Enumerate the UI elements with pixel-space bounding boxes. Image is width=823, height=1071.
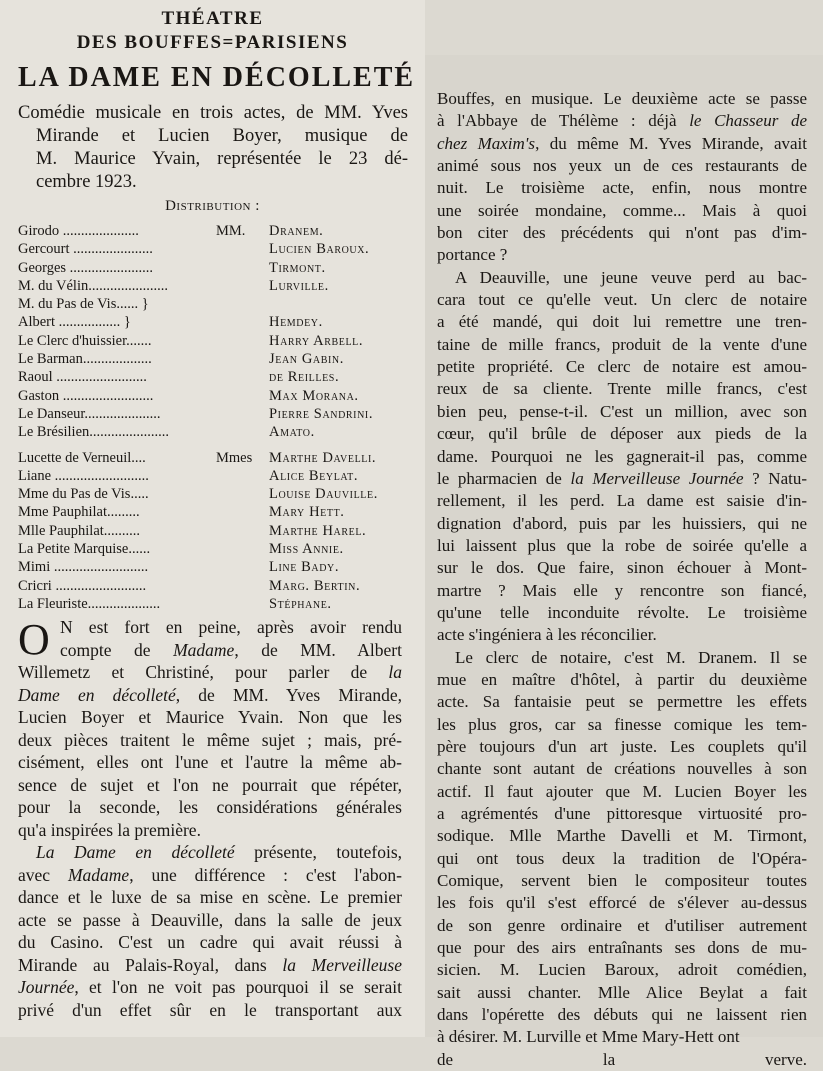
cast-row — [18, 423, 418, 441]
cast-prefix: MM. — [216, 223, 246, 239]
actor-name: Lurville. — [269, 277, 329, 294]
article-line: dignation d'abord, puis par les huissiers, qui ne — [437, 513, 807, 533]
article-line: deux pièces traitent le même sujet ; mais, pré- — [18, 729, 402, 750]
play-title: LA DAME EN DÉCOLLETÉ — [18, 62, 416, 93]
actor-name: Miss Annie. — [269, 541, 344, 558]
actor-name: de Reilles. — [269, 369, 340, 386]
article-line: sodique. Mlle Marthe Davelli et M. Tirmont, — [437, 826, 807, 846]
role-name: Georges ....................... — [18, 259, 154, 276]
article-line: cisément, elles ont l'une et l'autre la même ab- — [18, 752, 402, 772]
actor-name: Max Morana. — [269, 387, 359, 404]
article-line: Mirande au Palais-Royal, dans la Merveilleuse — [18, 954, 403, 975]
article-line: le pharmacien de la Merveilleuse Journée ? Natu- — [437, 468, 807, 488]
article-line: acte s'ingéniera à les réconcilier. — [437, 625, 657, 645]
description-line: Mirande et Lucien Boyer, musique de — [36, 126, 408, 146]
cast-prefix: Mmes — [216, 449, 253, 466]
article-line: N est fort en peine, après avoir rendu — [60, 617, 402, 637]
article-line: à l'Abbaye de Thélème : déjà le Chasseur de — [437, 111, 807, 131]
article-left-column — [18, 616, 402, 1021]
play-description — [18, 102, 408, 194]
article-line: petite propriété. Ce clerc de notaire est amou- — [437, 357, 807, 377]
article-line: pour la seconde, les considérations générales — [18, 797, 402, 817]
actor-name: Marg. Bertin. — [269, 577, 361, 594]
cast-row — [18, 277, 418, 295]
article-line: bon citer des précédents qui n'ont pas d'im- — [437, 223, 807, 243]
role-name: Albert ................. } — [18, 314, 131, 331]
cast-row — [18, 485, 418, 503]
role-name: Mme Pauphilat......... — [18, 504, 140, 521]
article-line: les plus gros, car sa finesse comique les tem- — [437, 714, 807, 734]
article-line: privé d'un effet sûr en le transportant aux — [18, 999, 402, 1020]
actor-name: Stéphane. — [269, 595, 332, 612]
article-line: Le clerc de notaire, c'est M. Dranem. Il se — [455, 647, 807, 667]
article-line: du Casino. C'est un cadre qui avait réussi à — [18, 932, 402, 952]
article-line: une soirée mondaine, comme... Mais à quoi — [437, 200, 807, 220]
description-line: cembre 1923. — [36, 172, 137, 192]
article-line: qu'a inspirées la première. — [18, 819, 201, 840]
article-line: cœur, qu'il brûle de déposer aux pieds de la — [437, 424, 807, 444]
cast-row — [18, 259, 418, 277]
cast-row — [18, 577, 418, 595]
actor-name: Marthe Davelli. — [269, 449, 377, 466]
actor-name: Dranem. — [269, 223, 324, 239]
actor-name: Pierre Sandrini. — [269, 405, 374, 422]
article-line: père toujours d'un art juste. Les couplets qu'il — [437, 736, 807, 756]
article-line: chez Maxim's, du même M. Yves Mirande, avait — [437, 133, 808, 153]
drop-cap: O — [18, 615, 50, 664]
cast-row — [18, 368, 418, 386]
article-line: avec Madame, une différence : c'est l'abon- — [18, 864, 402, 885]
article-line: que pour des airs entraînants ses dons de mu- — [437, 938, 807, 958]
article-line: a été mandé, qui doit lui remettre une tren- — [437, 312, 807, 332]
cast-row — [18, 540, 418, 558]
actor-name: Lucien Baroux. — [269, 241, 370, 258]
article-line: A Deauville, une jeune veuve perd au bac- — [455, 267, 807, 287]
article-line: lui laissent plus que la robe de soirée qu'elle a — [437, 535, 807, 555]
role-name: La Fleuriste.................... — [18, 595, 161, 612]
article-line: Bouffes, en musique. Le deuxième acte se passe — [437, 89, 807, 108]
role-name: Raoul ......................... — [18, 369, 147, 386]
cast-row — [18, 222, 418, 240]
role-name: Mlle Pauphilat.......... — [18, 522, 141, 539]
cast-gap — [18, 442, 418, 449]
cast-row — [18, 405, 418, 423]
article-line: les fois qu'il s'est efforcé de s'élever au-dessus — [437, 893, 807, 913]
role-name: Gaston ......................... — [18, 387, 154, 404]
article-line: dans l'opérette des débuts qui ne laissent rien — [437, 1005, 807, 1025]
article-line: animé sous nos yeux un de ces restaurants de — [437, 156, 807, 176]
cast-row — [18, 240, 418, 258]
role-name: Gercourt ...................... — [18, 241, 153, 258]
cast-row — [18, 387, 418, 405]
article-line: sait aussi chanter. Mlle Alice Beylat a fait — [437, 982, 807, 1002]
role-name: Cricri ......................... — [18, 577, 147, 594]
article-line: qui ont tous deux la tradition de l'Opéra- — [437, 848, 807, 868]
role-name: Mme du Pas de Vis..... — [18, 486, 149, 503]
article-line: mue en maître d'hôtel, à partir du deuxième — [437, 669, 807, 689]
actor-name: Louise Dauville. — [269, 486, 378, 503]
article-line: cara tout ce qu'elle veut. Un clerc de notaire — [437, 290, 807, 310]
role-name: M. du Pas de Vis...... } — [18, 296, 149, 313]
cast-row — [18, 467, 418, 485]
distribution-heading: Distribution : — [165, 198, 260, 214]
actor-name: Tirmont. — [269, 259, 326, 276]
article-line: Comique, servent bien le compositeur toutes — [437, 871, 807, 891]
article-line: dance et le luxe de sa mise en scène. Le premier — [18, 887, 402, 907]
cast-list — [18, 222, 418, 613]
cast-row — [18, 558, 418, 576]
article-line: de la verve. — [437, 1049, 807, 1069]
article-line: de son genre ordinaire et d'utiliser autrement — [437, 915, 807, 935]
article-line: sur le dos. Que faire, sinon échouer à Mont- — [437, 558, 807, 578]
role-name: Mimi .......................... — [18, 559, 149, 576]
article-line: acte. Sa fantaisie peut se permettre les effets — [437, 692, 807, 712]
cast-row — [18, 332, 418, 350]
article-line: reux de sa cliente. Trente mille francs, c'est — [437, 379, 807, 399]
cast-row — [18, 295, 418, 313]
theatre-heading: THÉATRE — [161, 8, 264, 29]
theatre-name: DES BOUFFES=PARISIENS — [76, 32, 349, 53]
article-line: bien peu, pense-t-il. C'est un million, avec son — [437, 401, 807, 421]
article-line: chante sont autant de créations nouvelles à son — [437, 759, 807, 779]
article-line: actif. Il faut ajouter que M. Lucien Boyer les — [437, 781, 807, 801]
article-line: Lucien Boyer et Maurice Yvain. Non que les — [18, 707, 402, 727]
actor-name: Amato. — [269, 424, 315, 441]
article-line: acte se passe à Deauville, dans la salle de jeux — [18, 909, 402, 930]
actor-name: Line Bady. — [269, 559, 340, 576]
article-line: sicien. M. Lucien Baroux, adroit comédien, — [437, 960, 807, 980]
article-line: Willemetz et Christiné, pour parler de la — [18, 662, 402, 682]
actor-name: Jean Gabin. — [269, 351, 344, 368]
role-name: Liane .......................... — [18, 467, 149, 484]
role-name: Le Brésilien...................... — [18, 424, 170, 441]
cast-row — [18, 350, 418, 368]
role-name: Lucette de Verneuil.... — [18, 449, 146, 466]
cast-row — [18, 503, 418, 521]
actor-name: Hemdey. — [269, 314, 323, 331]
role-name: M. du Vélin...................... — [18, 277, 168, 294]
description-line: M. Maurice Yvain, représentée le 23 dé- — [36, 149, 408, 169]
role-name: Le Clerc d'huissier....... — [18, 332, 152, 349]
role-name: Girodo ..................... — [18, 223, 139, 239]
article-line: Journée, et l'on ne voit pas pourquoi il se serait — [18, 977, 402, 997]
role-name: Le Barman................... — [18, 351, 152, 368]
cast-row — [18, 595, 418, 613]
role-name: La Petite Marquise...... — [18, 541, 151, 558]
actor-name: Mary Hett. — [269, 504, 345, 521]
role-name: Le Danseur..................... — [18, 405, 161, 422]
article-line: dame. Pourquoi ne les gagnerait-il pas, comme — [437, 446, 807, 466]
article-line: à désirer. M. Lurville et Mme Mary-Hett ont — [437, 1027, 740, 1047]
actor-name: Harry Arbell. — [269, 332, 364, 349]
article-line: rellement, il les perd. La dame est saisie d'in- — [437, 491, 807, 511]
article-line: compte de Madame, de MM. Albert — [60, 639, 402, 660]
article-line: portance ? — [437, 245, 508, 265]
article-right-column — [437, 88, 807, 1071]
article-line: martre ? Mais elle y rencontre son fiancé, — [437, 580, 807, 600]
cast-row — [18, 449, 418, 467]
cast-row — [18, 313, 418, 331]
article-line: sence de sujet et l'on ne pourrait que répéter, — [18, 774, 402, 795]
article-line: qu'une telle inconduite révolte. Le troisième — [437, 602, 807, 622]
description-line: Comédie musicale en trois actes, de MM. Yves — [18, 103, 408, 123]
article-line: taine de mille francs, produit de la vente d'une — [437, 334, 807, 354]
article-line: nuit. Le troisième acte, enfin, nous montre — [437, 178, 807, 198]
actor-name: Marthe Harel. — [269, 522, 367, 539]
article-line: La Dame en décolleté présente, toutefois, — [36, 842, 403, 862]
article-line: Dame en décolleté, de MM. Yves Mirande, — [18, 684, 402, 705]
article-line: a agrémentés d'une pittoresque virtuosité pro- — [437, 804, 807, 823]
actor-name: Alice Beylat. — [269, 467, 359, 484]
cast-row — [18, 522, 418, 540]
